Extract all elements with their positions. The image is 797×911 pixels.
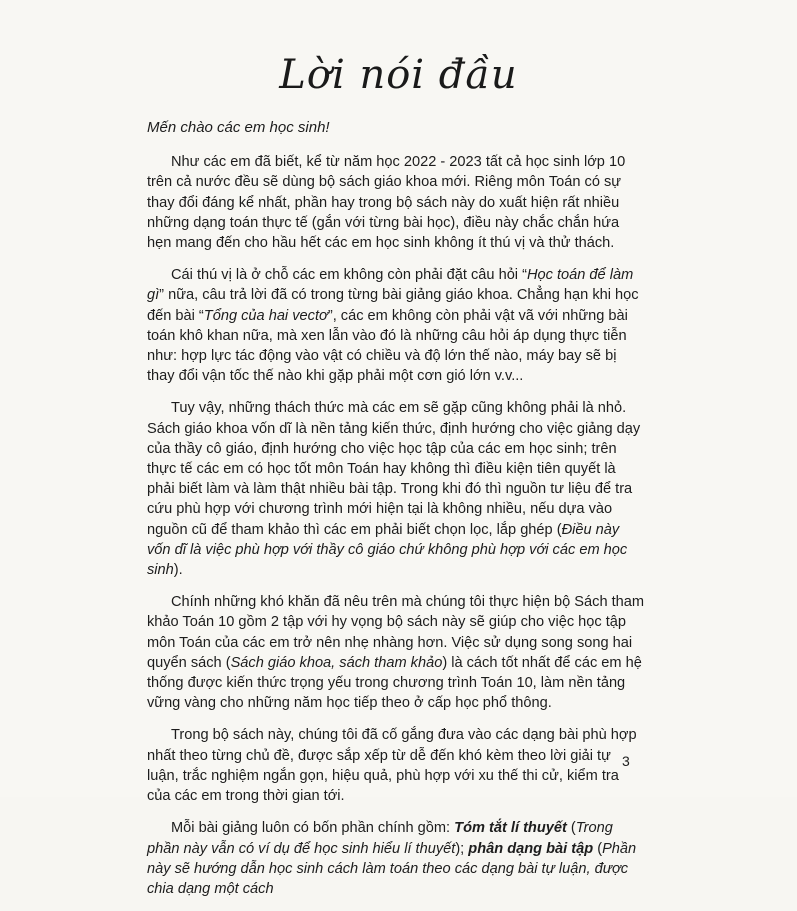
- page-title: Lời nói đầu: [279, 52, 518, 98]
- greeting: Mến chào các em học sinh!: [147, 119, 330, 136]
- paragraph-1: Như các em đã biết, kể từ năm học 2022 - 2023 tất cả học sinh lớp 10 trên cả nước đều sẽ dùng bộ sách giáo khoa mới. Riêng môn Toán có sự thay đổi đáng kể nhất, phần hay trong bộ sách này do xuất hiện rất nhiều những dạng toán thực tế (gắn với từng bài học), điều này chắc chắn hứa hẹn mang đến cho hầu hết các em học sinh không ít thú vị và thử thách.: [147, 154, 626, 252]
- page-number: 3: [622, 753, 630, 769]
- paragraph-6: Mỗi bài giảng luôn có bốn phần chính gồm: Tóm tắt lí thuyết (Trong phần này vẫn có ví dụ để học sinh hiểu lí thuyết); phân dạng bài tập (Phần này sẽ hướng dẫn học sinh cách làm toán theo các dạng bài tự luận, được chia dạng một cách: [147, 820, 637, 897]
- paragraph-5: Trong bộ sách này, chúng tôi đã cố gắng đưa vào các dạng bài phù hợp nhất theo từng chủ đề, được sắp xếp từ dễ đến khó kèm theo lời giải tự luận, trắc nghiệm ngắn gọn, hiệu quả, phù hợp với xu thế thi cử, kiểm tra của các em trong thời gian tới.: [147, 727, 637, 805]
- paragraph-4: Chính những khó khăn đã nêu trên mà chúng tôi thực hiện bộ Sách tham khảo Toán 10 gồm 2 tập với hy vọng bộ sách này sẽ giúp cho việc học tập môn Toán của các em trở nên nhẹ nhàng hơn. Việc sử dụng song song hai quyển sách (Sách giáo khoa, sách tham khảo) là cách tốt nhất để các em hệ thống được kiến thức trọng yếu trong chương trình Toán 10, làm nền tảng vững vàng cho những năm học tiếp theo ở cấp học phổ thông.: [147, 594, 645, 712]
- paragraph-3: Tuy vậy, những thách thức mà các em sẽ gặp cũng không phải là nhỏ. Sách giáo khoa vốn dĩ là nền tảng kiến thức, định hướng cho việc giảng dạy của thầy cô giáo, định hướng cho việc học tập của các em học sinh; trên thực tế các em có học tốt môn Toán hay không thì điều kiện tiên quyết là phải biết làm và làm thật nhiều bài tập. Trong khi đó thì nguồn tư liệu để tra cứu phù hợp với chương trình mới hiện tại là không nhiều, nếu dựa vào nguồn cũ để tham khảo thì các em phải biết chọn lọc, lắp ghép (Điều này vốn dĩ là việc phù hợp với thầy cô giáo chứ không phù hợp với các em học sinh).: [147, 400, 641, 579]
- paragraph-2: Cái thú vị là ở chỗ các em không còn phải đặt câu hỏi “Học toán để làm gì” nữa, câu trả lời đã có trong từng bài giảng giáo khoa. Chẳng hạn khi học đến bài “Tổng của hai vectơ”, các em không còn phải vật vã với những bài toán khô khan nữa, mà xen lẫn vào đó là những câu hỏi áp dụng thực tiễn như: hợp lực tác động vào vật có chiều và độ lớn thế nào, máy bay sẽ bị thay đổi vận tốc thế nào khi gặp phải một cơn gió lớn v.v...: [147, 267, 639, 385]
- preface-body: [147, 118, 645, 911]
